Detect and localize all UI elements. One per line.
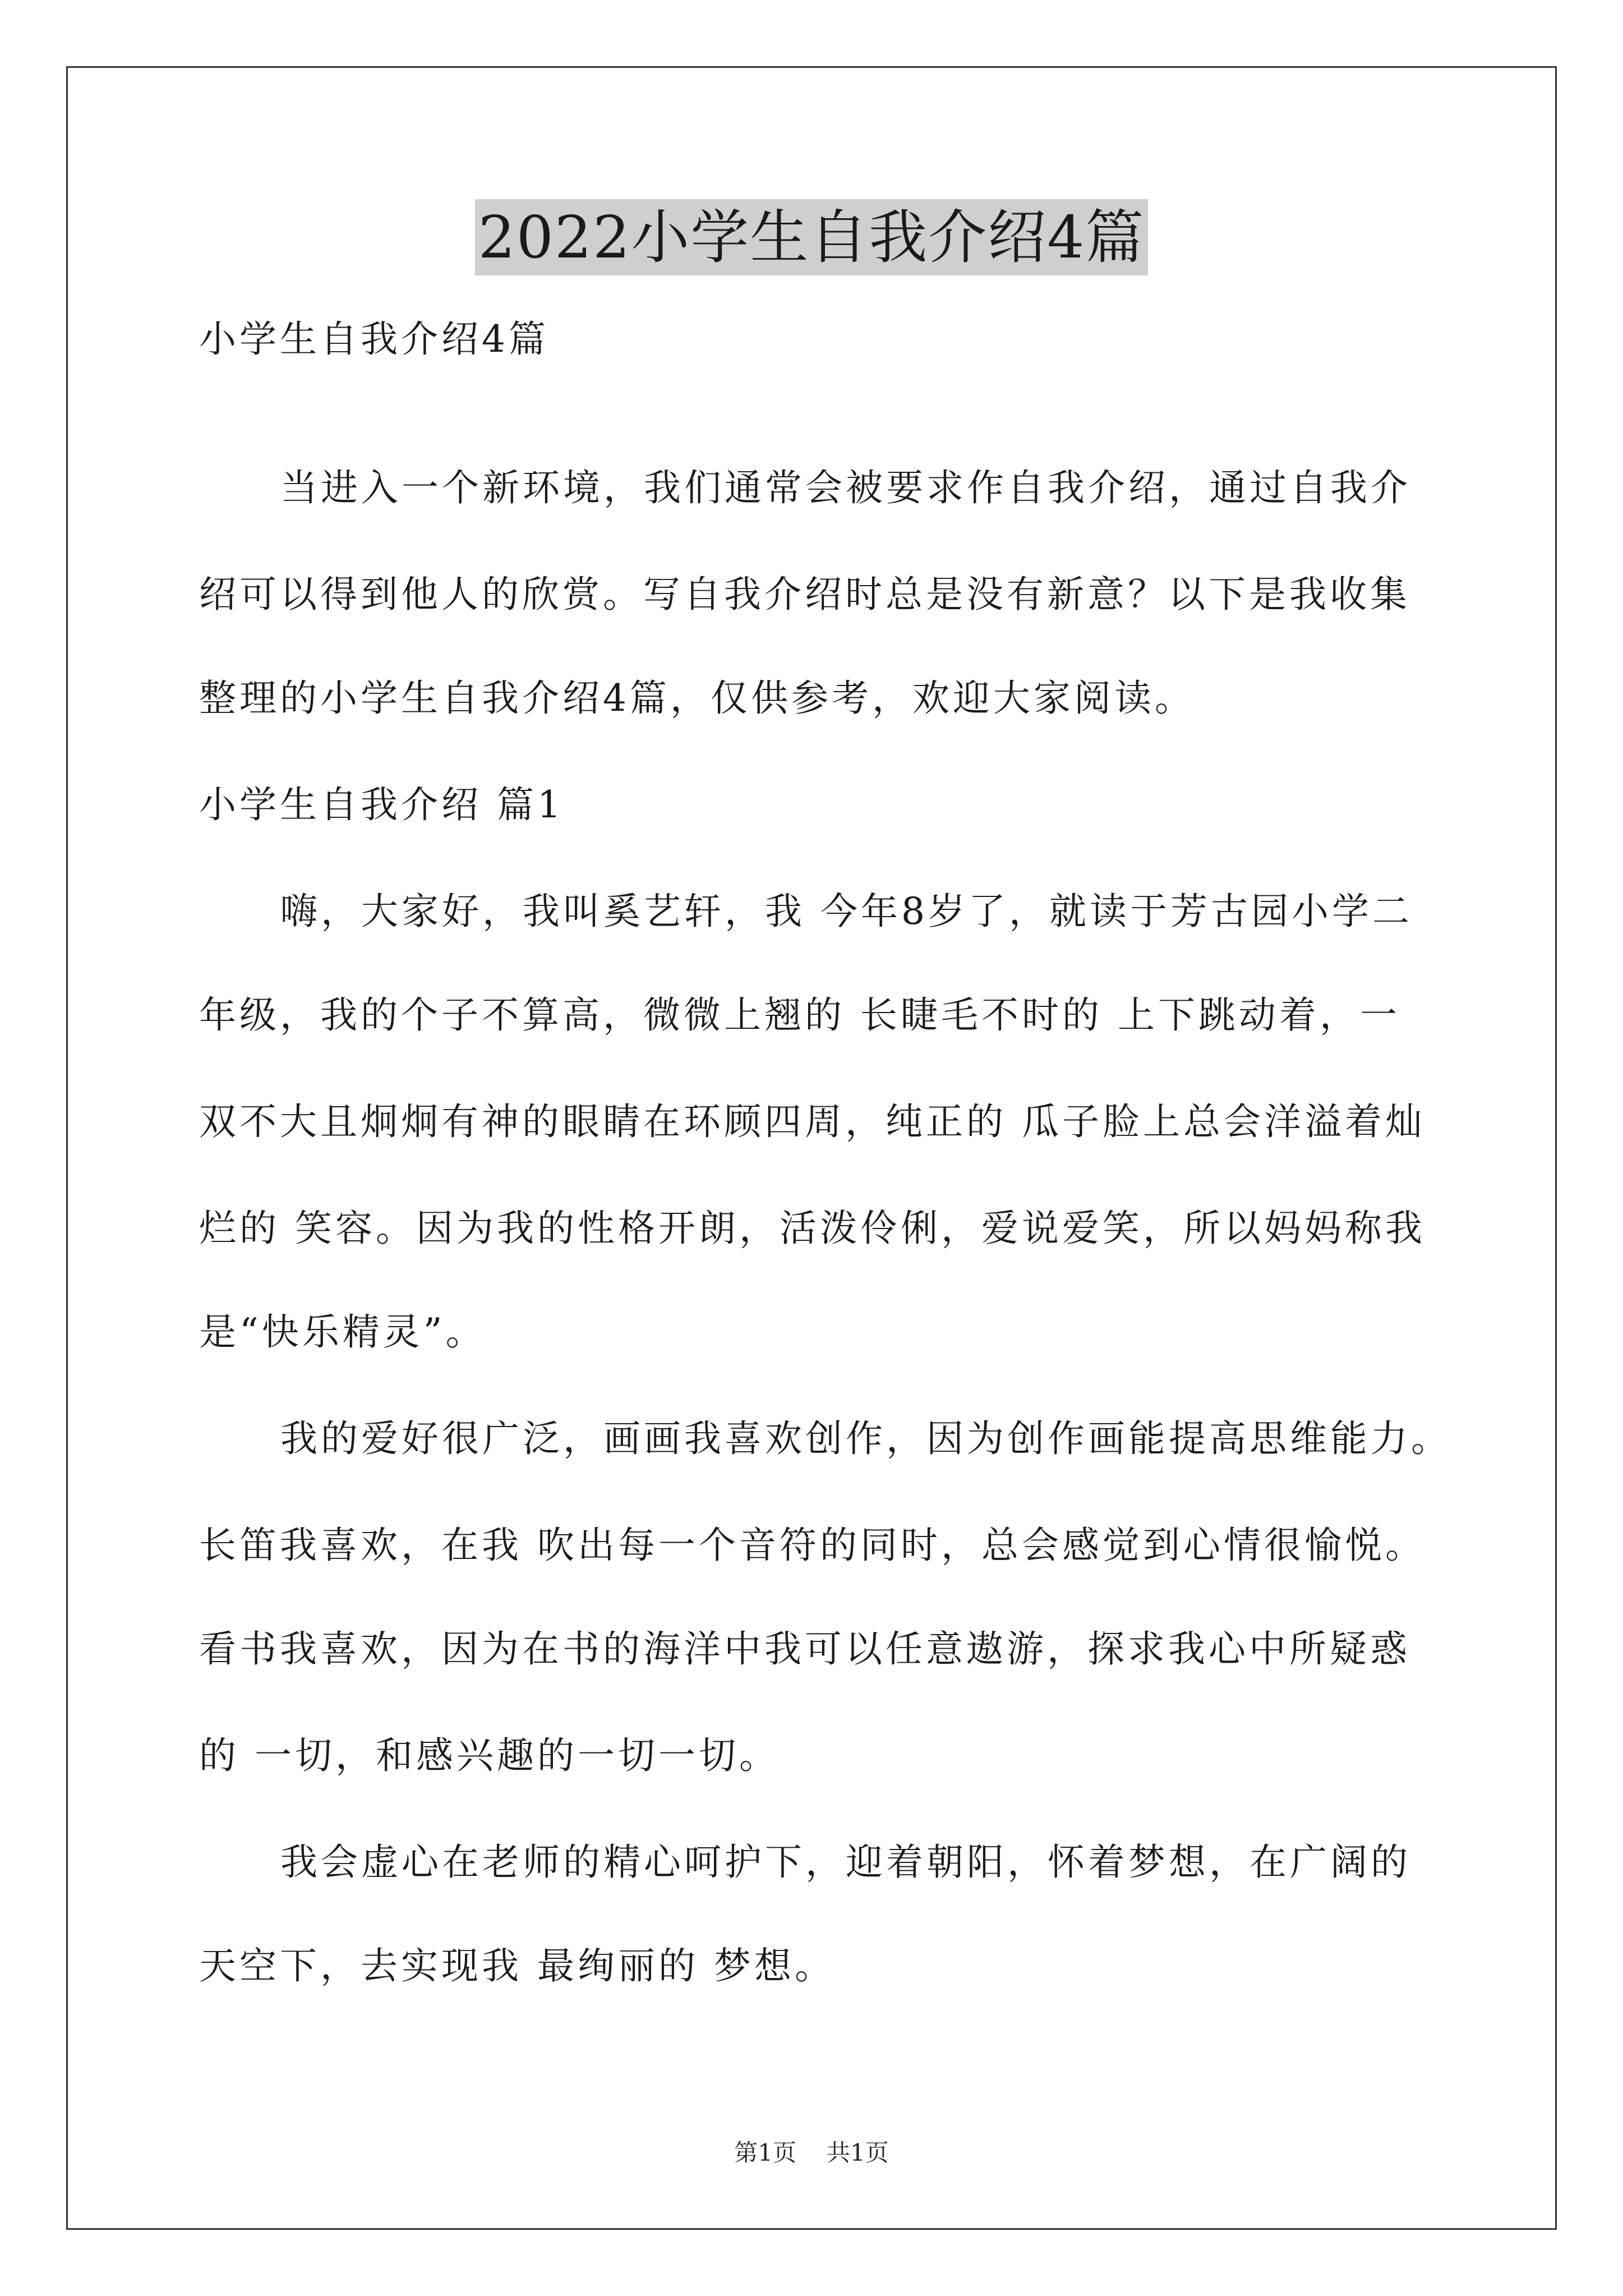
paragraph-line: 整理的小学生自我介绍4篇，仅供参考，欢迎大家阅读。 (199, 677, 1195, 720)
paragraph-line: 长笛我喜欢，在我 吹出每一个音符的同时，总会感觉到心情很愉悦。 (199, 1524, 1426, 1567)
section-heading: 小学生自我介绍 篇1 (199, 783, 564, 826)
page-number-total: 共1页 (827, 2139, 889, 2166)
document-title: 2022小学生自我介绍4篇 (475, 199, 1149, 275)
page-border (66, 66, 1557, 2230)
paragraph-line: 我会虚心在老师的精心呵护下，迎着朝阳，怀着梦想，在广阔的 (280, 1841, 1411, 1884)
paragraph-line: 绍可以得到他人的欣赏。写自我介绍时总是没有新意？以下是我收集 (199, 573, 1410, 616)
paragraph-line: 烂的 笑容。因为我的性格开朗，活泼伶俐，爱说爱笑，所以妈妈称我 (199, 1207, 1426, 1250)
paragraph-line: 年级，我的个子不算高，微微上翘的 长睫毛不时的 上下跳动着，一 (199, 993, 1400, 1037)
paragraph-line: 天空下，去实现我 最绚丽的 梦想。 (199, 1944, 835, 1987)
paragraph-line: 的 一切，和感兴趣的一切一切。 (199, 1734, 780, 1777)
paragraph-line: 双不大且炯炯有神的眼睛在环顾四周，纯正的 瓜子脸上总会洋溢着灿 (199, 1100, 1426, 1143)
paragraph-line: 我的爱好很广泛，画画我喜欢创作，因为创作画能提高思维能力。 (280, 1417, 1451, 1460)
page-number-current: 第1页 (734, 2139, 796, 2166)
title-block (0, 199, 1623, 275)
page-footer (0, 2136, 1623, 2170)
paragraph-line: 当进入一个新环境，我们通常会被要求作自我介绍，通过自我介 (280, 466, 1411, 509)
paragraph-line: 是“快乐精灵”。 (199, 1310, 486, 1354)
paragraph-line: 嗨，大家好，我叫奚艺轩，我 今年8岁了，就读于芳古园小学二 (280, 890, 1413, 933)
subtitle-line: 小学生自我介绍4篇 (199, 318, 549, 361)
paragraph-line: 看书我喜欢，因为在书的海洋中我可以任意遨游，探求我心中所疑惑 (199, 1627, 1410, 1671)
